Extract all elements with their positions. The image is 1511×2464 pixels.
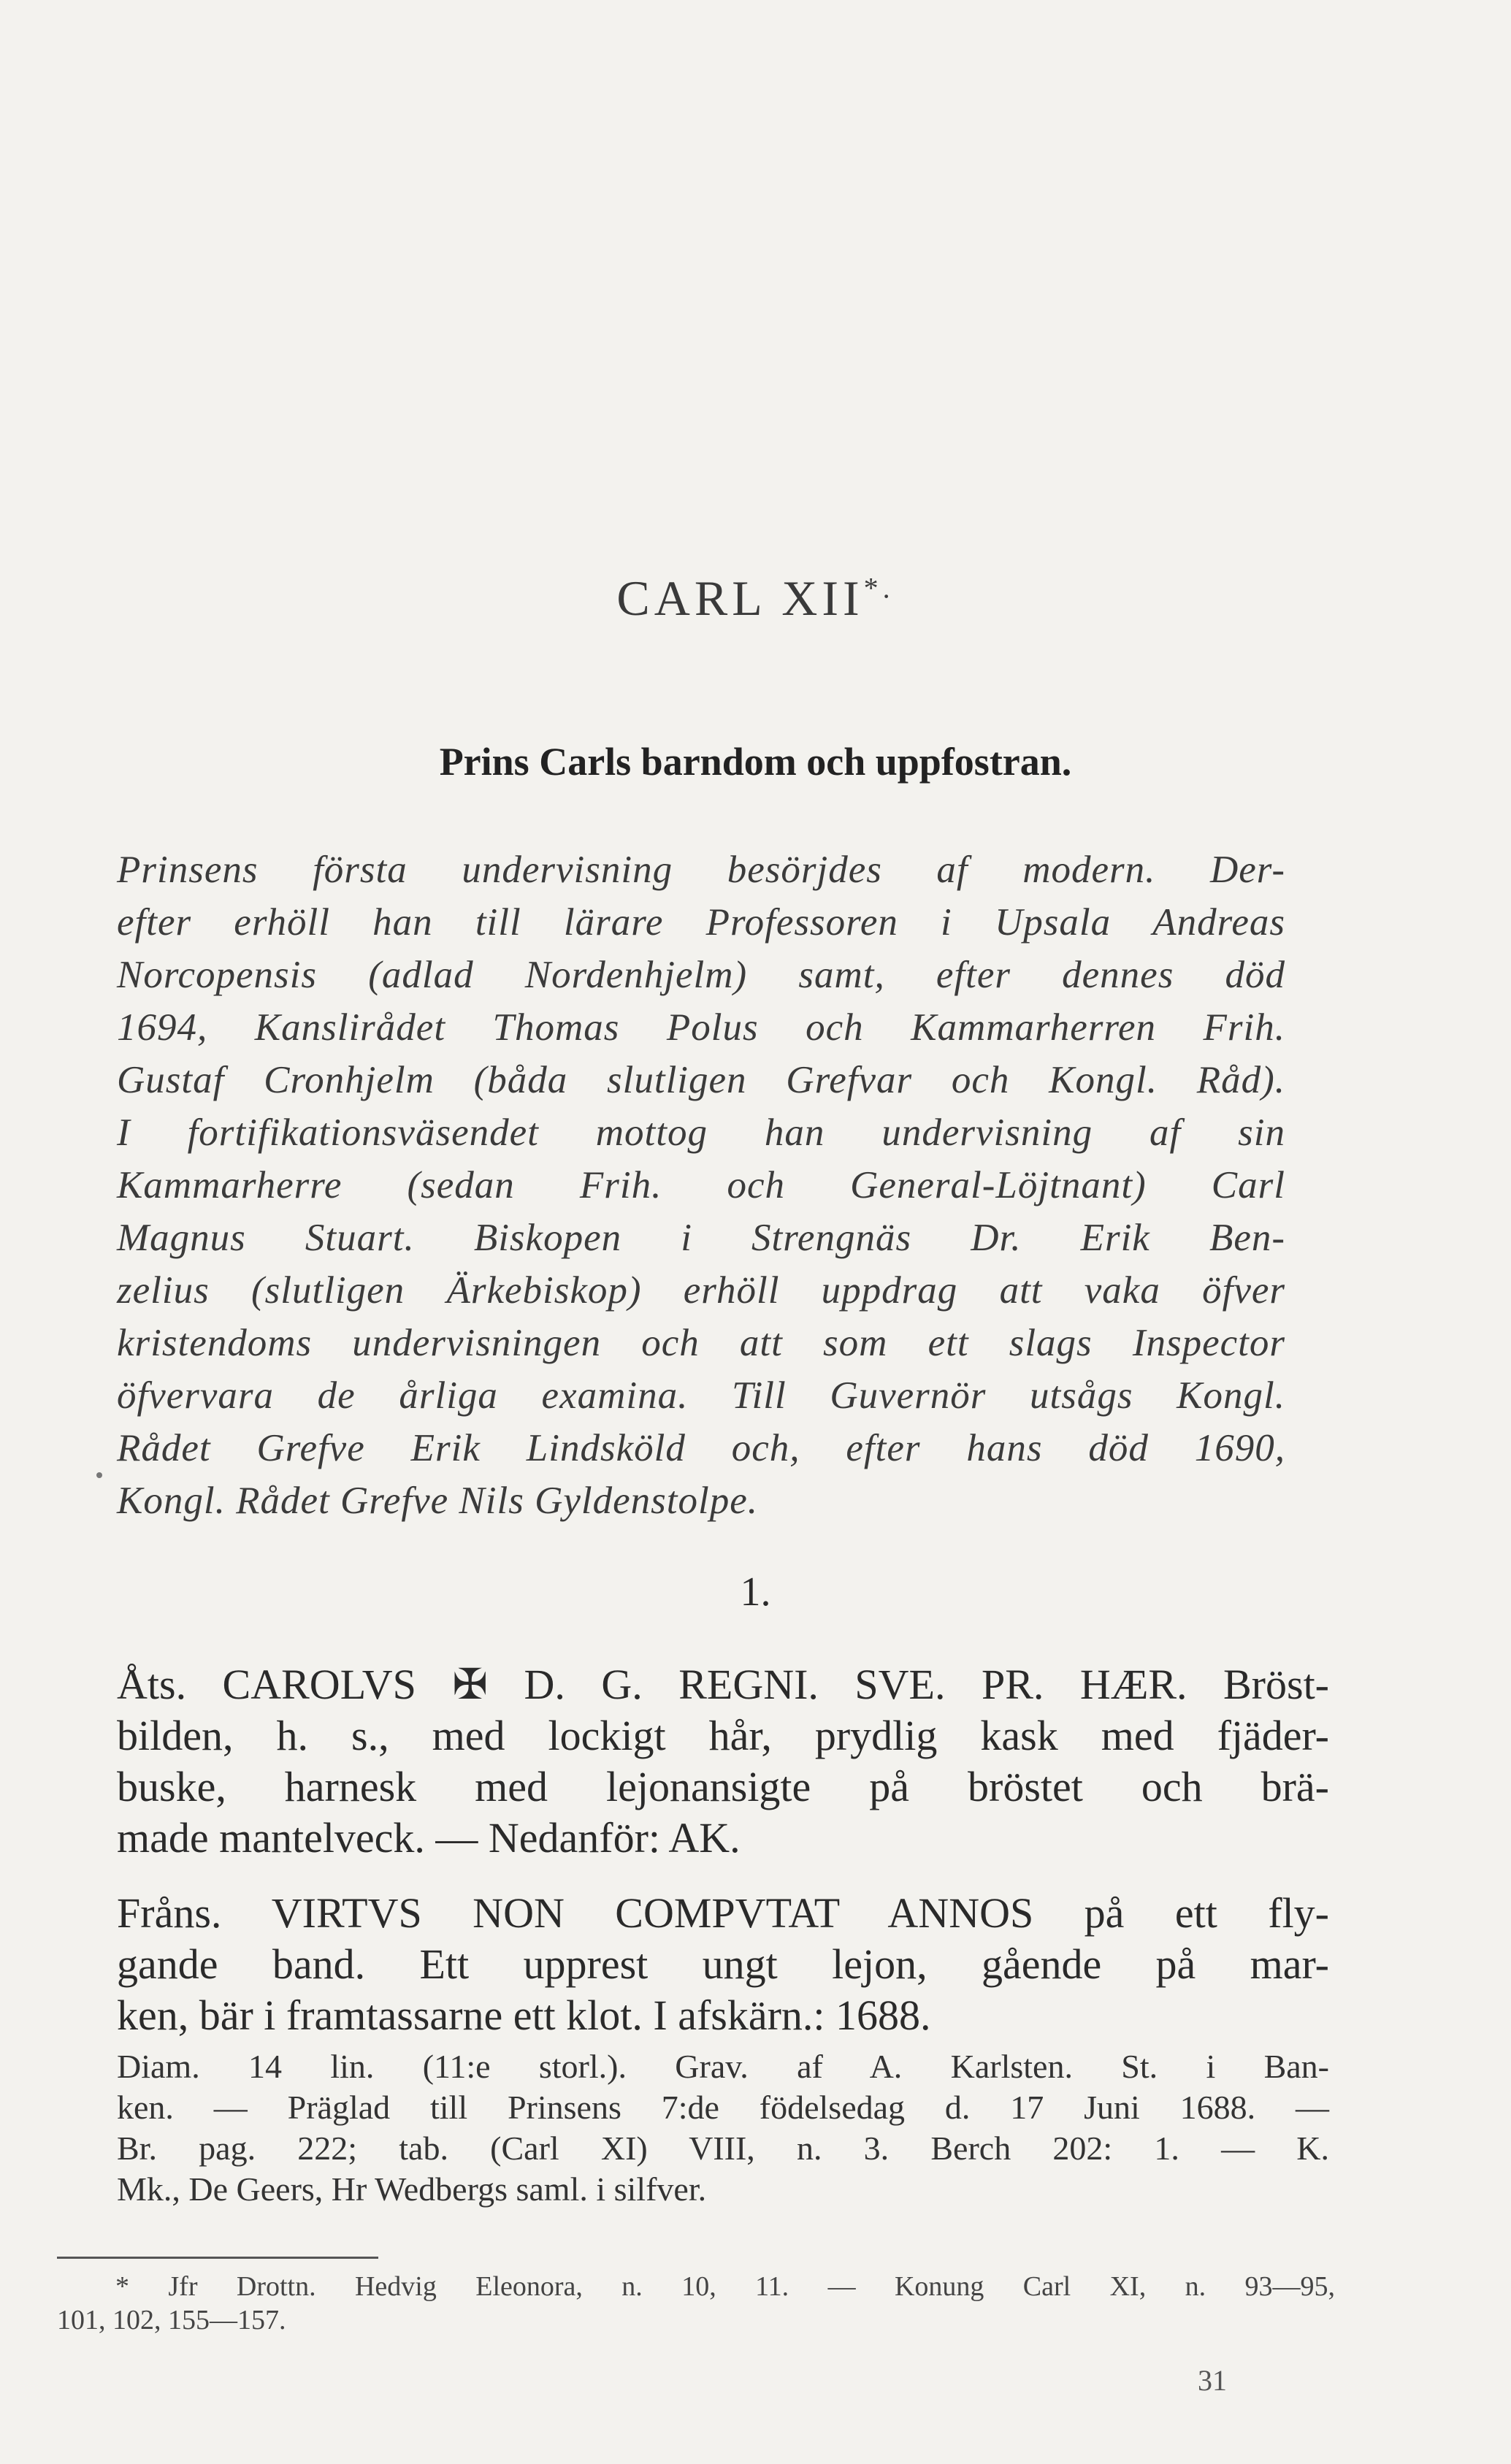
reverse-description [117,1888,1329,2041]
footnote-line: 101, 102, 155—157. [57,2305,286,2335]
specs-line: Mk., De Geers, Hr Wedbergs saml. i silfver. [117,2170,707,2208]
intro-line: Prinsens första undervisning besörjdes af modern. Der- [117,849,1285,891]
intro-line: öfvervara de årliga examina. Till Guvernör utsågs Kongl. [117,1374,1285,1417]
reverse-line: gande band. Ett upprest ungt lejon, gående på mar- [117,1940,1329,1988]
intro-line: Kongl. Rådet Grefve Nils Gyldenstolpe. [117,1480,759,1522]
reverse-line: ken, bär i framtassarne ett klot. I afskärn.: 1688. [117,1992,931,2039]
obverse-line: made mantelveck. — Nedanför: AK. [117,1814,741,1862]
reverse-line: Fråns. VIRTVS NON COMPVTAT ANNOS på ett fly- [117,1889,1329,1937]
footnote-rule [57,2257,378,2259]
intro-line: zelius (slutligen Ärkebiskop) erhöll uppdrag att vaka öfver [117,1269,1285,1312]
intro-line: efter erhöll han till lärare Professoren i Upsala Andreas [117,901,1285,944]
item-number: 1. [740,1569,771,1615]
obverse-line: Åts. CAROLVS ✠ D. G. REGNI. SVE. PR. HÆR. Bröst- [117,1661,1329,1708]
specs-line: ken. — Präglad till Prinsens 7:de födelsedag d. 17 Juni 1688. — [117,2089,1329,2126]
page-number: 31 [1198,2364,1227,2397]
specs-line: Br. pag. 222; tab. (Carl XI) VIII, n. 3. Berch 202: 1. — K. [117,2130,1329,2167]
obverse-line: bilden, h. s., med lockigt hår, prydlig kask med fjäder- [117,1712,1329,1759]
intro-line: Norcopensis (adlad Nordenhjelm) samt, efter dennes död [117,954,1285,996]
medal-specifications [117,2046,1329,2210]
intro-line: Rådet Grefve Erik Lindsköld och, efter hans död 1690, [117,1427,1285,1469]
specs-line: Diam. 14 lin. (11:e storl.). Grav. af A. Karlsten. St. i Ban- [117,2048,1329,2085]
obverse-line: buske, harnesk med lejonansigte på bröstet och brä- [117,1763,1329,1810]
intro-line: Magnus Stuart. Biskopen i Strengnäs Dr. Erik Ben- [117,1217,1285,1259]
intro-line: Kammarherre (sedan Frih. och General-Löjtnant) Carl [117,1164,1285,1206]
intro-line: 1694, Kanslirådet Thomas Polus och Kammarherren Frih. [117,1006,1285,1049]
intro-line: Gustaf Cronhjelm (båda slutligen Grefvar och Kongl. Råd). [117,1059,1285,1101]
chapter-title: CARL XII [616,570,864,626]
footnote [57,2270,1335,2337]
section-heading: Prins Carls barndom och uppfostran. [439,740,1072,784]
footnote-marker: *. [863,571,895,605]
print-speck [96,1472,102,1478]
footnote-line: * Jfr Drottn. Hedvig Eleonora, n. 10, 11. — Konung Carl XI, n. 93—95, [115,2271,1335,2302]
chapter-heading [0,570,1511,627]
intro-paragraph [117,843,1285,1527]
intro-line: I fortifikationsväsendet mottog han undervisning af sin [117,1112,1285,1154]
intro-line: kristendoms undervisningen och att som ett slags Inspector [117,1322,1285,1364]
obverse-description [117,1659,1329,1864]
